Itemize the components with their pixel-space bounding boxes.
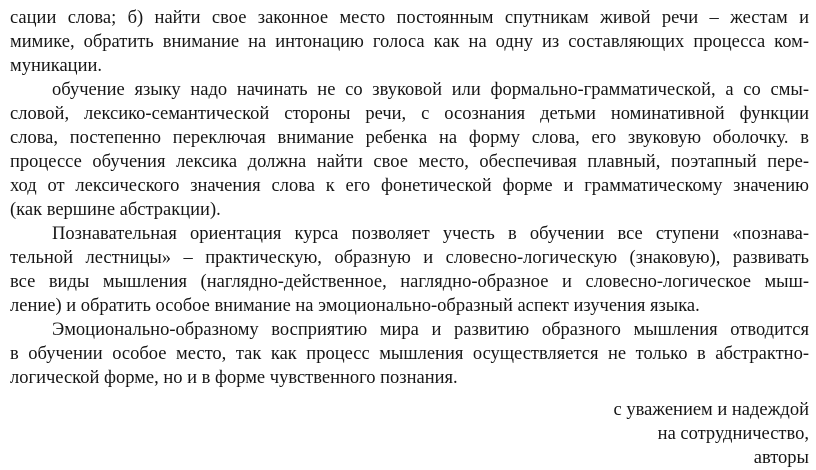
text-line: все виды мышления (наглядно-действенное, наглядно-образное и словесно-логическое мыш- — [10, 272, 809, 292]
spacer — [10, 390, 809, 398]
signature-line: авторы — [753, 448, 809, 468]
text-line: ление) и обратить особое внимание на эмоционально-образный аспект изучения языка. — [10, 296, 700, 316]
text-line: (как вершине абстракции). — [10, 200, 221, 220]
text-line: словой, лексико-семантической стороны речи, с осознания детьми номинативной функции — [10, 104, 809, 124]
paragraph-3 — [10, 222, 809, 318]
signature-block — [10, 398, 809, 470]
text-line: тельной лестницы» – практическую, образную и словесно-логическую (знаковую), развивать — [10, 248, 809, 268]
text-line: обучение языку надо начинать не со звуковой или формально-грамматической, а со смы- — [52, 80, 809, 100]
text-line: муникации. — [10, 56, 103, 76]
paragraph-2 — [10, 78, 809, 222]
signature-line: с уважением и надеждой — [613, 400, 809, 420]
paragraph-1 — [10, 6, 809, 78]
text-line: сации слова; б) найти свое законное место постоянным спутникам живой речи – жестам и — [10, 8, 809, 28]
signature-line: на сотрудничество, — [657, 424, 809, 444]
text-line: Эмоционально-образному восприятию мира и развитию образного мышления отводится — [52, 320, 809, 340]
text-line: слова, постепенно переключая внимание ребенка на форму слова, его звуковую оболочку. в — [10, 128, 809, 148]
paragraph-4 — [10, 318, 809, 390]
text-line: ход от лексического значения слова к его фонетической форме и грамматическому значению — [10, 176, 809, 196]
text-line: в обучении особое место, так как процесс мышления осуществляется не только в абстрактно- — [10, 344, 809, 364]
text-line: Познавательная ориентация курса позволяет учесть в обучении все ступени «познава- — [52, 224, 809, 244]
text-line: мимике, обратить внимание на интонацию голоса как на одну из составляющих процесса ком- — [10, 32, 809, 52]
document-page — [10, 6, 809, 470]
text-line: логической форме, но и в форме чувственного познания. — [10, 368, 458, 388]
text-line: процессе обучения лексика должна найти свое место, обеспечивая плавный, поэтапный пере- — [10, 152, 809, 172]
